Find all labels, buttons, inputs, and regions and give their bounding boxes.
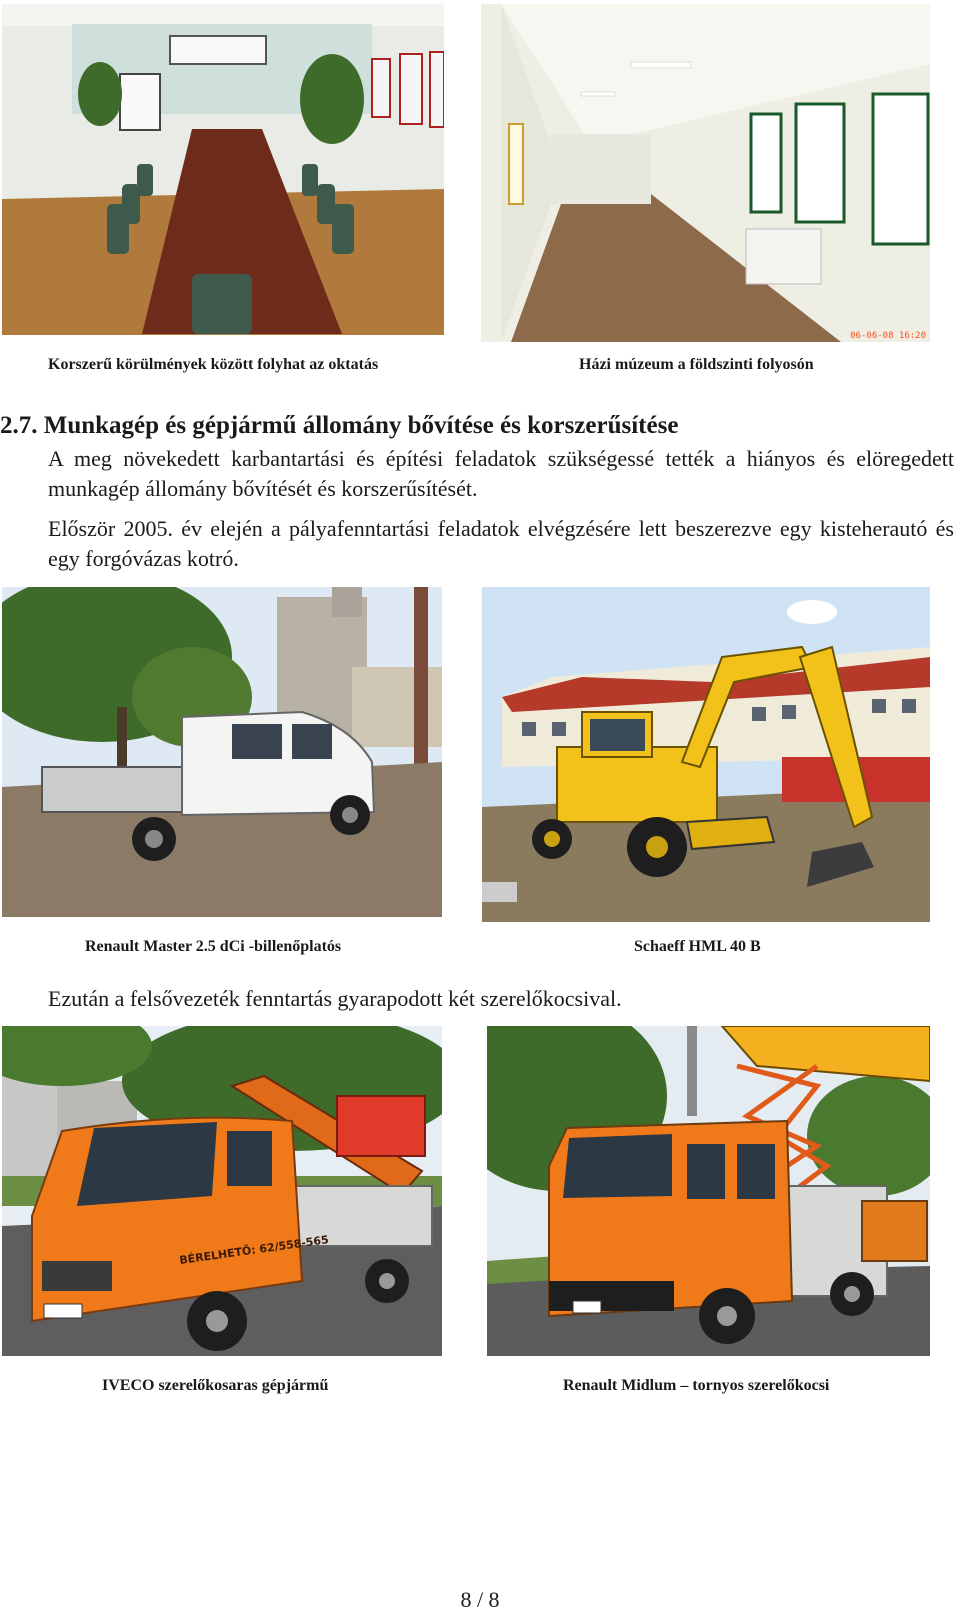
classroom-photo: [2, 4, 444, 335]
paragraph-2: [48, 514, 954, 574]
iveco-caption: IVECO szerelőkosaras gépjármű: [102, 1377, 329, 1394]
paragraph-1-text: A meg növekedett karbantartási és építési feladatok szükségessé tették a hiányos és elöregedett munkagép állomány bővítését és korszerűsítését.: [48, 446, 954, 501]
schaeff-excavator-photo: [482, 587, 930, 922]
paragraph-2-text: Először 2005. év elején a pályafenntartási feladatok elvégzésére lett beszerezve egy kisteherautó és egy forgóvázas kotró.: [48, 516, 954, 571]
renault-midlum-photo: [487, 1026, 930, 1356]
section-title: Munkagép és gépjármű állomány bővítése és korszerűsítése: [43, 412, 679, 439]
renault-master-caption: Renault Master 2.5 dCi -billenőplatós: [85, 938, 342, 955]
classroom-caption: Korszerű körülmények között folyhat az oktatás: [48, 356, 379, 373]
corridor-caption: Házi múzeum a földszinti folyosón: [579, 356, 814, 373]
iveco-photo: [2, 1026, 442, 1356]
renault-master-photo: [2, 587, 442, 917]
paragraph-3-text: Ezután a felsővezeték fenntartás gyarapodott két szerelőkocsival.: [48, 986, 622, 1011]
schaeff-caption: Schaeff HML 40 B: [634, 938, 761, 955]
corridor-timestamp: 06-06-08 16:20: [850, 331, 926, 341]
paragraph-1: [48, 444, 954, 504]
page-number: 8 / 8: [460, 1587, 500, 1612]
section-number: 2.7.: [0, 412, 38, 439]
renault-midlum-caption: Renault Midlum – tornyos szerelőkocsi: [563, 1377, 830, 1394]
section-heading: [0, 412, 678, 440]
iveco-door-text: BÉRELHETŐ: 62/558-565: [178, 1233, 330, 1267]
corridor-photo: [481, 4, 930, 342]
paragraph-3: [48, 984, 954, 1014]
